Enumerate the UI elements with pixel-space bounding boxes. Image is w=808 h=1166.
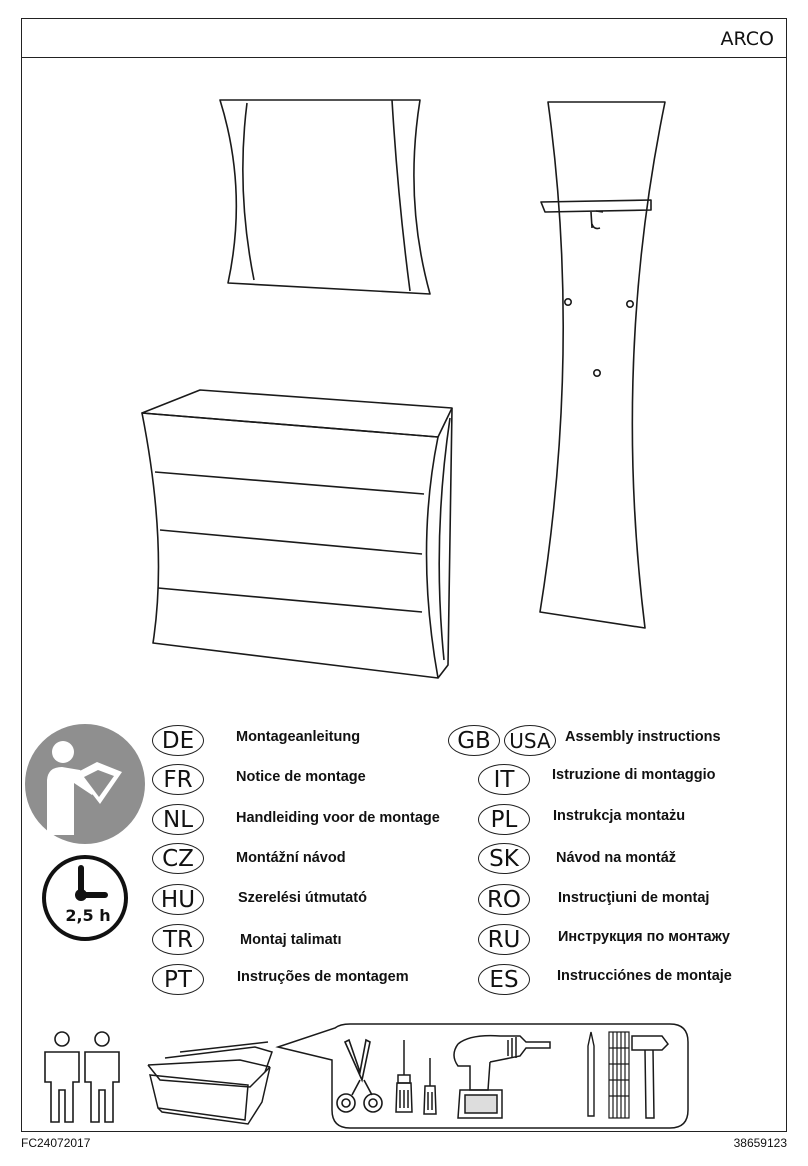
read-instructions-icon — [25, 724, 145, 844]
lang-code-pl: PL — [478, 804, 530, 835]
lang-code-tr: TR — [152, 924, 204, 955]
lang-text-pt: Instruções de montagem — [237, 969, 409, 985]
lang-code-nl: NL — [152, 804, 204, 835]
lang-text-hu: Szerelési útmutató — [238, 890, 367, 906]
lang-text-fr: Notice de montage — [236, 769, 366, 785]
lang-code-it: IT — [478, 764, 530, 795]
footer-left-code: FC24072017 — [21, 1136, 91, 1150]
lang-code-fr: FR — [152, 764, 204, 795]
lang-code-cz: CZ — [152, 843, 204, 874]
lang-code-es: ES — [478, 964, 530, 995]
clock-icon — [44, 857, 126, 939]
mirror-illustration — [220, 100, 430, 294]
lang-code-hu: HU — [152, 884, 204, 915]
lang-code-usa: USA — [504, 725, 556, 756]
coat-panel-illustration — [540, 102, 665, 628]
lang-text-it: Istruzione di montaggio — [552, 767, 716, 783]
lang-text-pl: Instrukcja montażu — [553, 808, 686, 824]
lang-text-gb: Assembly instructions — [565, 729, 721, 745]
product-name: ARCO — [720, 28, 774, 50]
lang-text-de: Montageanleitung — [236, 729, 361, 745]
pencil-icon — [588, 1032, 594, 1116]
lang-text-ro: Instrucţiuni de montaj — [558, 890, 710, 906]
lang-code-ro: RO — [478, 884, 530, 915]
lang-text-cz: Montážní návod — [236, 850, 346, 866]
lang-code-de: DE — [152, 725, 204, 756]
footer-right-code: 38659123 — [733, 1136, 787, 1150]
lang-code-ru: RU — [478, 924, 530, 955]
toolbox-icon — [148, 1042, 272, 1124]
chest-illustration — [142, 390, 452, 678]
scissors-icon — [337, 1040, 382, 1112]
screwdriver-icon — [396, 1040, 412, 1112]
lang-code-sk: SK — [478, 843, 530, 874]
hammer-icon — [632, 1036, 668, 1118]
lang-code-pt: PT — [152, 964, 204, 995]
lang-code-gb: GB — [448, 725, 500, 756]
lang-text-nl: Handleiding voor de montage — [236, 810, 440, 826]
lang-text-tr: Montaj talimatı — [240, 932, 342, 948]
lang-text-es: Instrucciónes de montaje — [557, 968, 732, 984]
folding-ruler-icon — [609, 1032, 629, 1118]
two-persons-icon — [45, 1032, 119, 1122]
lang-text-ru: Инструкция по монтажу — [558, 929, 730, 945]
small-screwdriver-icon — [424, 1058, 436, 1114]
cordless-drill-icon — [454, 1036, 550, 1118]
lang-text-sk: Návod na montáž — [556, 850, 677, 866]
assembly-time-label: 2,5 h — [65, 906, 111, 925]
